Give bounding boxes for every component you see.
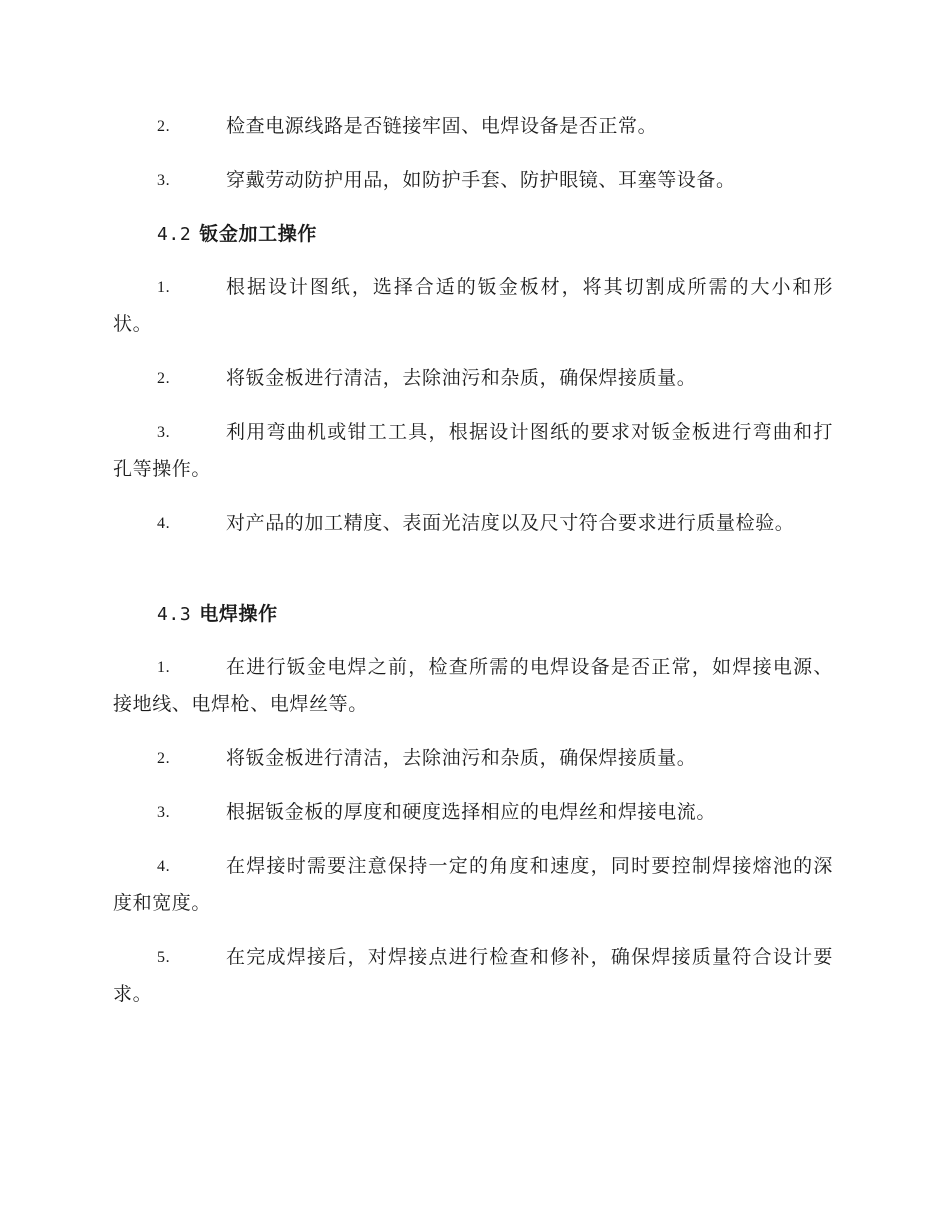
section-number: 4.2 [157, 224, 192, 245]
list-item [113, 794, 833, 831]
list-item-text: 在进行钣金电焊之前，检查所需的电焊设备是否正常，如焊接电源、接地线、电焊枪、电焊丝等。 [113, 656, 833, 715]
list-item-number: 5. [157, 949, 171, 966]
list-item-number: 3. [157, 172, 171, 189]
list-item-number: 3. [157, 804, 171, 821]
list-item [113, 939, 833, 1013]
list-item [113, 108, 833, 145]
list-item-number: 2. [157, 118, 171, 135]
list-item-text: 根据设计图纸，选择合适的钣金板材，将其切割成所需的大小和形状。 [113, 276, 833, 335]
section-heading-4-2 [157, 216, 317, 253]
list-item-number: 3. [157, 424, 171, 441]
list-item-number: 1. [157, 659, 171, 676]
section-title: 电焊操作 [199, 603, 278, 625]
list-item [113, 414, 833, 488]
list-item [113, 269, 833, 343]
list-item [113, 649, 833, 723]
list-item-text: 利用弯曲机或钳工工具，根据设计图纸的要求对钣金板进行弯曲和打孔等操作。 [113, 421, 833, 480]
list-item-text: 根据钣金板的厚度和硬度选择相应的电焊丝和焊接电流。 [226, 801, 717, 823]
list-item [113, 162, 833, 199]
list-item-text: 穿戴劳动防护用品，如防护手套、防护眼镜、耳塞等设备。 [226, 169, 736, 191]
list-item-text: 将钣金板进行清洁，去除油污和杂质，确保焊接质量。 [226, 747, 697, 769]
list-item-text: 将钣金板进行清洁，去除油污和杂质，确保焊接质量。 [226, 367, 697, 389]
list-item-number: 1. [157, 279, 171, 296]
list-item [113, 505, 833, 542]
list-item-text: 在焊接时需要注意保持一定的角度和速度，同时要控制焊接熔池的深度和宽度。 [113, 855, 833, 914]
list-item [113, 360, 833, 397]
list-item [113, 848, 833, 922]
list-item [113, 740, 833, 777]
section-heading-4-3 [157, 596, 278, 633]
list-item-number: 4. [157, 515, 171, 532]
list-item-text: 检查电源线路是否链接牢固、电焊设备是否正常。 [226, 115, 658, 137]
list-item-number: 2. [157, 750, 171, 767]
list-item-number: 2. [157, 370, 171, 387]
list-item-number: 4. [157, 858, 171, 875]
section-number: 4.3 [157, 604, 192, 625]
list-item-text: 在完成焊接后，对焊接点进行检查和修补，确保焊接质量符合设计要求。 [113, 946, 833, 1005]
list-item-text: 对产品的加工精度、表面光洁度以及尺寸符合要求进行质量检验。 [226, 512, 795, 534]
section-title: 钣金加工操作 [199, 223, 317, 245]
